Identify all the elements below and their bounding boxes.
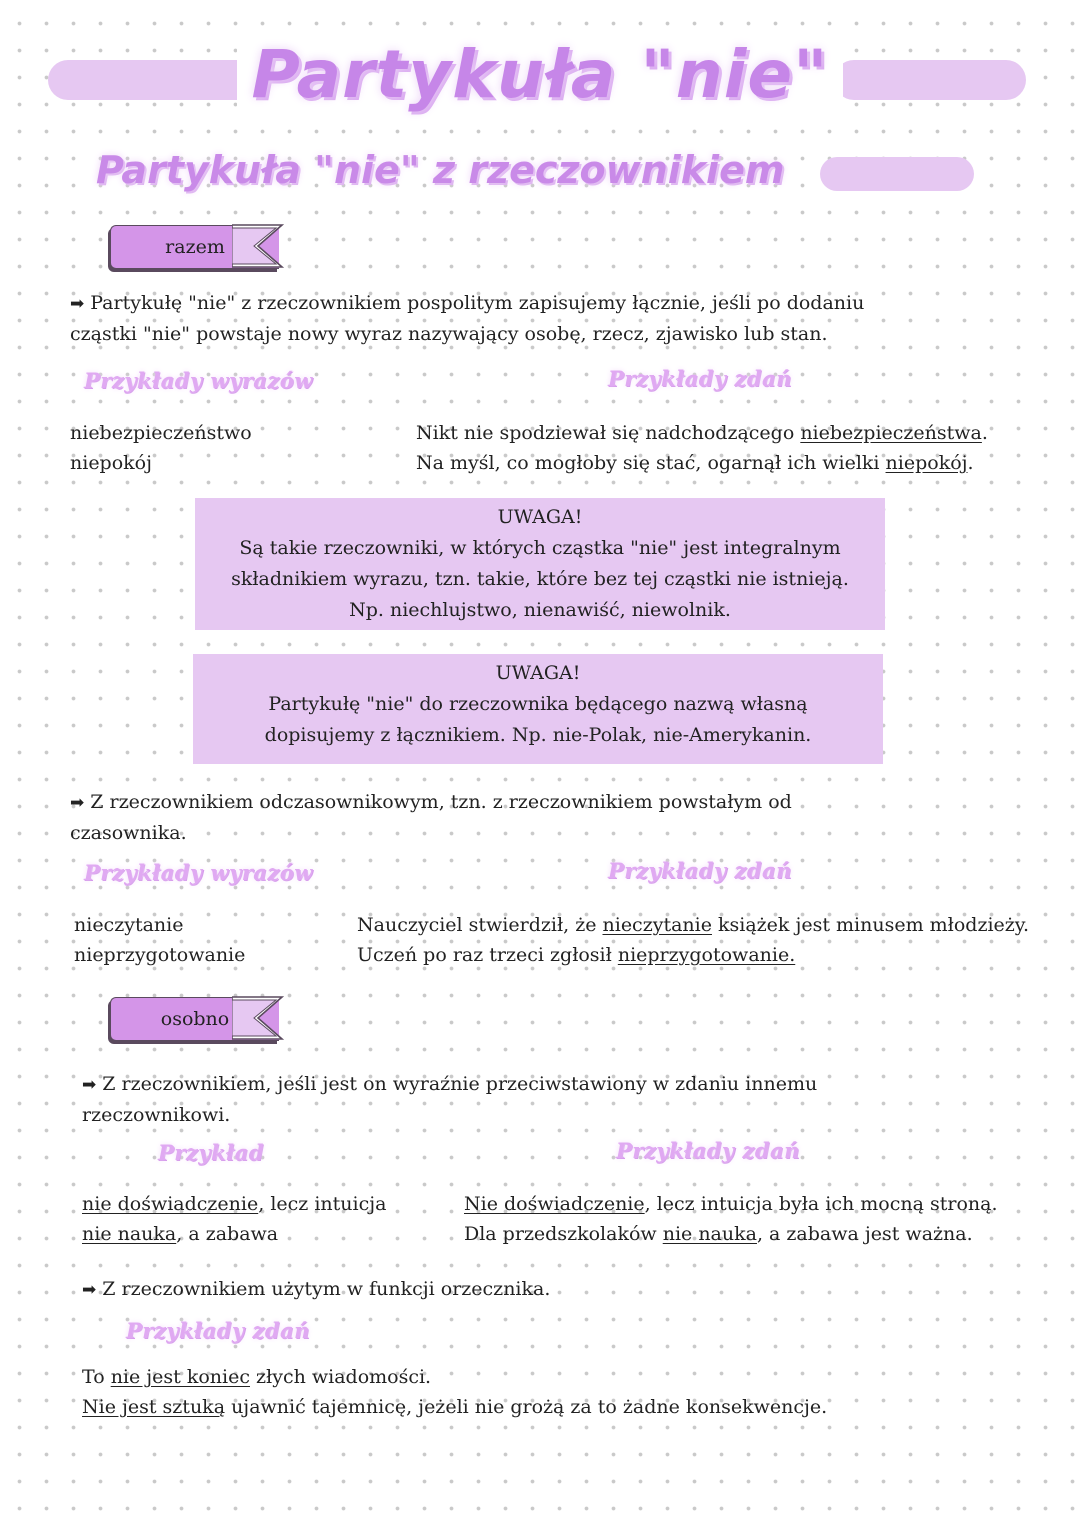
section-subtitle: Partykuła "nie" z rzeczownikiem [96,148,785,192]
ribbon-osobno: osobno [110,997,279,1041]
sentences-list-4 [82,1362,982,1422]
text-segment: Dla przedszkolaków [464,1223,663,1245]
label-sentences-3: Przykłady zdań [616,1138,800,1163]
sentences-list-3 [464,1189,998,1249]
text-segment: Uczeń po raz trzeci zgłosił [357,944,618,966]
label-words-1: Przykłady wyrazów [84,368,313,393]
rule-osobno-2: ➡ Z rzeczownikiem użytym w funkcji orzecznika. [82,1278,551,1300]
page-title: Partykuła "nie" [0,36,1080,113]
subtitle-pill [820,157,974,191]
word-item: niepokój [70,452,153,474]
arrow-icon: ➡ [82,1280,97,1300]
text-segment: Na myśl, co mogłoby się stać, ogarnął ich wielki [416,452,886,474]
sentence-item [464,1219,998,1249]
rule-razem-1: ➡ Partykułę "nie" z rzeczownikiem pospolitym zapisujemy łącznie, jeśli po dodaniu cząstki "nie" powstaje nowy wyraz nazywający osobę, rzecz, zjawisko lub stan. [70,292,865,345]
text-segment: , a zabawa [176,1223,279,1245]
sentences-list-1 [416,418,988,478]
underlined-phrase: niepokój [885,452,968,474]
label-example: Przykład [158,1140,264,1165]
text-segment: To [82,1366,111,1388]
ribbon-osobno-tail [232,994,284,1042]
rule-osobno-1: ➡ Z rzeczownikiem, jeśli jest on wyraźnie przeciwstawiony w zdaniu innemu rzeczownikowi. [82,1073,818,1126]
arrow-icon: ➡ [70,294,85,314]
underlined-phrase: nieczytanie [602,914,712,936]
ribbon-razem-tail [232,222,284,270]
text-segment: złych wiadomości. [250,1366,432,1388]
note-box-1 [195,498,885,630]
note-line: Np. niechlujstwo, nienawiść, niewolnik. [349,599,731,621]
note-line: składnikiem wyrazu, tzn. takie, które bez tej cząstki nie istnieją. [231,568,849,590]
word-item: nieprzygotowanie [74,944,246,966]
sentences-list-2 [357,910,1057,970]
label-words-2: Przykłady wyrazów [84,860,313,885]
note-heading: UWAGA! [495,662,581,684]
text-segment: . [981,422,988,444]
sentence-item [416,418,988,448]
underlined-phrase: Nie doświadczenie [464,1193,645,1215]
arrow-icon: ➡ [82,1075,97,1095]
label-sentences-1: Przykłady zdań [608,366,792,391]
example-item [82,1219,386,1249]
words-list-2 [74,910,245,970]
arrow-icon: ➡ [70,793,85,813]
underlined-phrase: nie jest koniec [110,1366,250,1388]
text-segment: , lecz intuicja była ich mocną stroną. [644,1193,998,1215]
label-sentences-4: Przykłady zdań [126,1318,310,1343]
underlined-phrase: nie nauka [662,1223,757,1245]
note-line: dopisujemy z łącznikiem. Np. nie-Polak, nie-Amerykanin. [264,724,812,746]
sentence-item [82,1362,982,1392]
underlined-phrase: nie nauka [82,1223,177,1245]
word-item: nieczytanie [74,914,184,936]
text-segment: Nikt nie spodziewał się nadchodzącego [416,422,801,444]
note-heading: UWAGA! [497,506,583,528]
examples-list [82,1189,386,1249]
underlined-phrase: nieprzygotowanie. [617,944,796,966]
word-item: niebezpieczeństwo [70,422,252,444]
text-segment: książek jest minusem młodzieży. [711,914,1030,936]
sentence-item [357,940,1057,970]
note-line: Są takie rzeczowniki, w których cząstka "nie" jest integralnym [239,537,841,559]
words-list-1 [70,418,252,478]
sentence-item [464,1189,998,1219]
example-item [82,1189,386,1219]
text-segment: . [967,452,974,474]
underlined-phrase: Nie jest sztuką [82,1396,226,1418]
text-segment: , a zabawa jest ważna. [756,1223,973,1245]
text-segment: ujawnić tajemnicę, jeżeli nie grożą za to żadne konsekwencje. [225,1396,828,1418]
underlined-phrase: nie doświadczenie [82,1193,259,1215]
note-line: Partykułę "nie" do rzeczownika będącego nazwą własną [268,693,808,715]
text-segment: Nauczyciel stwierdził, że [357,914,603,936]
sentence-item [357,910,1057,940]
note-box-2 [193,654,883,764]
sentence-item [82,1392,982,1422]
ribbon-razem: razem [110,225,279,269]
sentence-item [416,448,988,478]
underlined-phrase: niebezpieczeństwa [800,422,982,444]
text-segment: , lecz intuicja [258,1193,387,1215]
label-sentences-2: Przykłady zdań [608,858,792,883]
rule-razem-2: ➡ Z rzeczownikiem odczasownikowym, tzn. z rzeczownikiem powstałym od czasownika. [70,791,792,844]
